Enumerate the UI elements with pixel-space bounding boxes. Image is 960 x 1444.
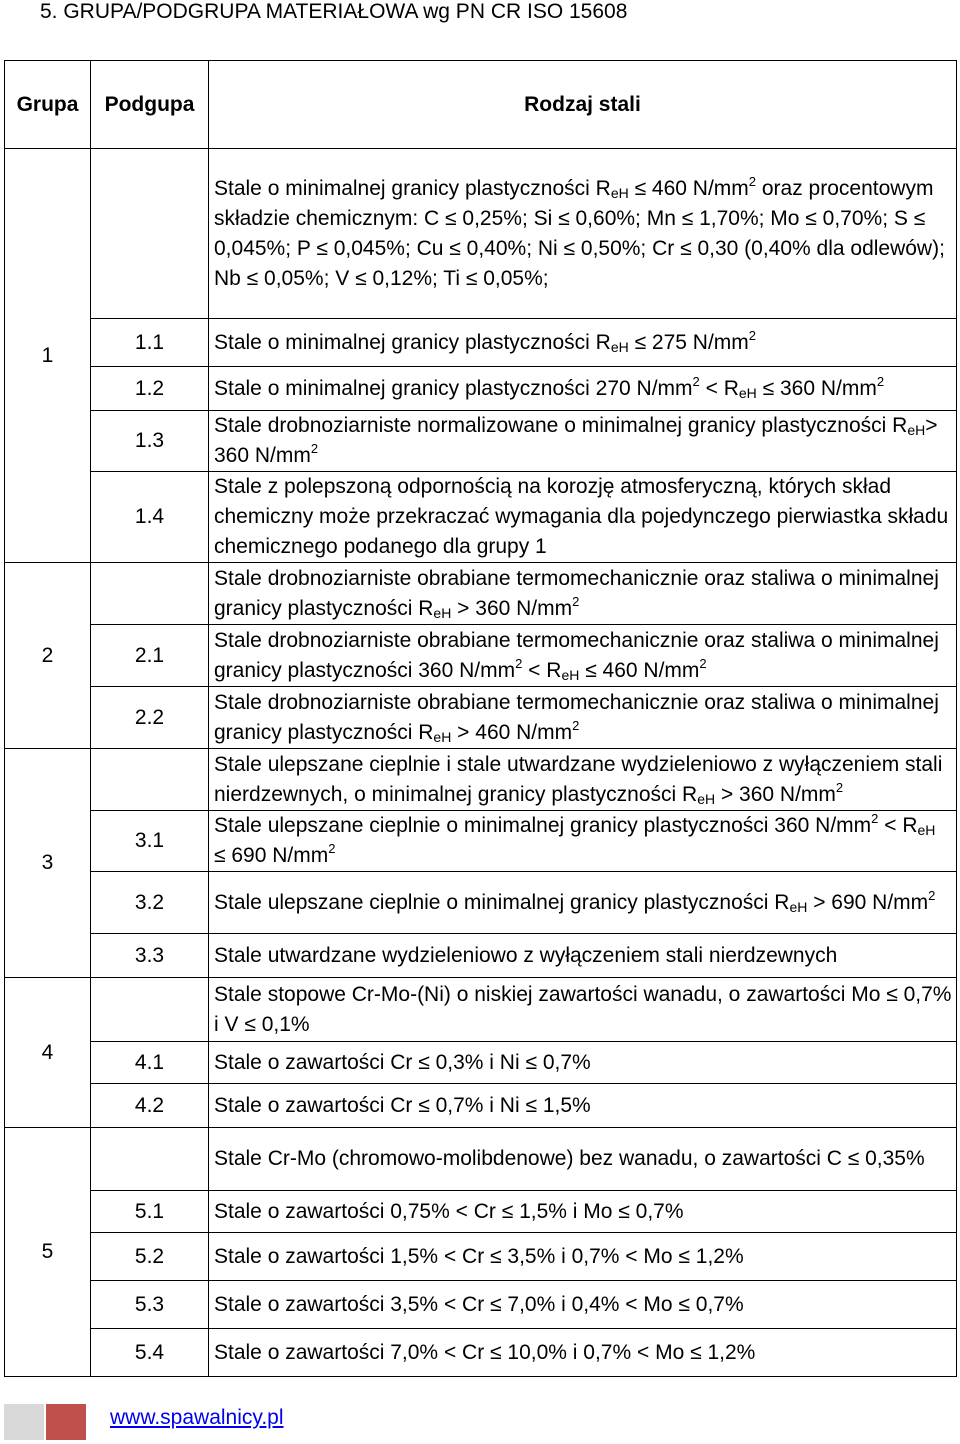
- description-text: ≤ 360 N/mm: [756, 376, 877, 400]
- description-text: oraz procentowym składzie chemicznym: C ≤ 0,25%; Si ≤ 0,60%; Mn ≤ 1,70%; Mo ≤ 0,70%; S ≤ 0,045%; P ≤ 0,045%; Cu ≤ 0,40%; Ni ≤ 0,50%; Cr ≤ 0,30 (0,40% dla odlewów); Nb ≤ 0,05%; V ≤ 0,12%; Ti ≤ 0,05%;: [214, 176, 945, 290]
- superscript: 2: [876, 373, 885, 389]
- website-link[interactable]: www.spawalnicy.pl: [110, 1406, 284, 1429]
- description-text: Stale stopowe Cr-Mo-(Ni) o niskiej zawartości wanadu, o zawartości Mo ≤ 0,7% i V ≤ 0,1%: [214, 982, 952, 1036]
- description-text: Stale drobnoziarniste obrabiane termomechanicznie oraz staliwa o minimalnej granicy plastyczności R: [214, 690, 939, 744]
- description-text: ≤ 460 N/mm: [628, 176, 749, 200]
- superscript: 2: [699, 655, 707, 671]
- subgroup-cell: [91, 749, 209, 811]
- table-row: [5, 149, 957, 319]
- steel-description-cell: [209, 811, 957, 872]
- superscript: 2: [572, 593, 580, 609]
- table-row: [5, 811, 957, 872]
- description-text: Stale z polepszoną odpornością na korozję atmosferyczną, których skład chemiczny może przekraczać wymagania dla pojedynczego pierwiastka składu chemicznego podanego dla grupy 1: [214, 475, 949, 558]
- subscript: eH: [738, 384, 757, 401]
- subgroup-cell: 1.3: [91, 411, 209, 472]
- steel-description-cell: [209, 563, 957, 625]
- group-cell: 4: [5, 978, 91, 1128]
- table-row: [5, 934, 957, 978]
- steel-description-cell: [209, 411, 957, 472]
- subgroup-cell: 5.3: [91, 1281, 209, 1329]
- subgroup-cell: [91, 1128, 209, 1191]
- description-text: Stale o zawartości Cr ≤ 0,7% i Ni ≤ 1,5%: [214, 1093, 591, 1117]
- steel-description-cell: [209, 934, 957, 978]
- table-row: [5, 1128, 957, 1191]
- header-subgroup: Podgupa: [91, 61, 209, 149]
- superscript: 2: [748, 173, 757, 189]
- superscript: 2: [748, 327, 757, 343]
- description-text: Stale drobnoziarniste normalizowane o minimalnej granicy plastyczności R: [214, 414, 908, 437]
- steel-description-cell: [209, 749, 957, 811]
- footer-gray-block: [4, 1404, 44, 1440]
- steel-description-cell: [209, 1281, 957, 1329]
- footer-logo-blocks: [4, 1404, 89, 1440]
- group-cell: 2: [5, 563, 91, 749]
- subgroup-cell: 3.3: [91, 934, 209, 978]
- subgroup-cell: 2.2: [91, 687, 209, 749]
- table-row: [5, 978, 957, 1042]
- group-cell: 1: [5, 149, 91, 563]
- table-row: [5, 472, 957, 563]
- description-text: Stale ulepszane cieplnie o minimalnej granicy plastyczności R: [214, 890, 790, 914]
- steel-description-cell: [209, 1233, 957, 1281]
- description-text: Stale o minimalnej granicy plastyczności 270 N/mm: [214, 376, 693, 400]
- table-row: [5, 872, 957, 934]
- superscript: 2: [692, 373, 700, 389]
- description-text: > 360 N/mm: [451, 596, 573, 620]
- subgroup-cell: 5.1: [91, 1191, 209, 1233]
- steel-description-cell: [209, 1084, 957, 1128]
- subscript: eH: [610, 184, 629, 201]
- steel-description-cell: [209, 625, 957, 687]
- superscript: 2: [835, 779, 844, 795]
- subgroup-cell: 5.2: [91, 1233, 209, 1281]
- subscript: eH: [610, 338, 629, 355]
- subgroup-cell: [91, 149, 209, 319]
- description-text: Stale Cr-Mo (chromowo-molibdenowe) bez wanadu, o zawartości C ≤ 0,35%: [214, 1147, 925, 1170]
- table-row: [5, 1191, 957, 1233]
- subgroup-cell: 3.1: [91, 811, 209, 872]
- subscript: eH: [561, 666, 580, 683]
- subgroup-cell: [91, 563, 209, 625]
- description-text: < R: [699, 376, 739, 400]
- superscript: 2: [515, 655, 523, 671]
- steel-description-cell: [209, 1128, 957, 1191]
- description-text: > 360 N/mm: [214, 414, 938, 467]
- table-row: [5, 1329, 957, 1377]
- group-cell: 5: [5, 1128, 91, 1377]
- subgroup-cell: 1.2: [91, 367, 209, 411]
- description-text: Stale drobnoziarniste obrabiane termomechanicznie oraz staliwa o minimalnej granicy plastyczności R: [214, 566, 939, 620]
- description-text: Stale o zawartości 7,0% < Cr ≤ 10,0% i 0,7% < Mo ≤ 1,2%: [214, 1340, 756, 1364]
- table-row: [5, 687, 957, 749]
- subgroup-cell: 5.4: [91, 1329, 209, 1377]
- steel-description-cell: [209, 1329, 957, 1377]
- description-text: > 690 N/mm: [807, 890, 929, 914]
- subgroup-cell: 3.2: [91, 872, 209, 934]
- subgroup-cell: 4.1: [91, 1042, 209, 1084]
- subgroup-cell: 1.4: [91, 472, 209, 563]
- description-text: Stale o minimalnej granicy plastyczności R: [214, 176, 611, 200]
- table-row: [5, 319, 957, 367]
- table-row: [5, 1281, 957, 1329]
- table-row: [5, 1084, 957, 1128]
- steel-description-cell: [209, 687, 957, 749]
- subgroup-cell: 4.2: [91, 1084, 209, 1128]
- superscript: 2: [871, 811, 879, 826]
- superscript: 2: [572, 717, 580, 733]
- steel-description-cell: [209, 472, 957, 563]
- description-text: Stale o zawartości 1,5% < Cr ≤ 3,5% i 0,7% < Mo ≤ 1,2%: [214, 1244, 744, 1268]
- description-text: Stale utwardzane wydzieleniowo z wyłączeniem stali nierdzewnych: [214, 943, 838, 967]
- description-text: Stale o zawartości Cr ≤ 0,3% i Ni ≤ 0,7%: [214, 1050, 591, 1074]
- header-steel-kind: Rodzaj stali: [209, 61, 957, 149]
- description-text: Stale o zawartości 3,5% < Cr ≤ 7,0% i 0,4% < Mo ≤ 0,7%: [214, 1292, 744, 1316]
- subscript: eH: [433, 604, 452, 621]
- section-heading: 5. GRUPA/PODGRUPA MATERIAŁOWA wg PN CR ISO 15608: [40, 0, 628, 23]
- description-text: < R: [878, 814, 918, 837]
- subscript: eH: [907, 422, 926, 438]
- steel-description-cell: [209, 978, 957, 1042]
- description-text: Stale o minimalnej granicy plastyczności R: [214, 330, 611, 354]
- description-text: ≤ 690 N/mm: [214, 844, 329, 867]
- description-text: ≤ 275 N/mm: [628, 330, 749, 354]
- steel-description-cell: [209, 367, 957, 411]
- description-text: ≤ 460 N/mm: [579, 658, 700, 682]
- steel-description-cell: [209, 1042, 957, 1084]
- header-group: Grupa: [5, 61, 91, 149]
- subscript: eH: [789, 898, 808, 915]
- header-row: [5, 61, 957, 149]
- subscript: eH: [433, 728, 452, 745]
- table-row: [5, 625, 957, 687]
- subgroup-cell: [91, 978, 209, 1042]
- steel-description-cell: [209, 872, 957, 934]
- superscript: 2: [328, 841, 336, 856]
- description-text: Stale drobnoziarniste obrabiane termomechanicznie oraz staliwa o minimalnej granicy plastyczności 360 N/mm: [214, 628, 939, 682]
- table-row: [5, 367, 957, 411]
- description-text: > 360 N/mm: [715, 782, 836, 806]
- group-cell: 3: [5, 749, 91, 978]
- subscript: eH: [917, 822, 936, 838]
- footer-red-block: [46, 1404, 86, 1440]
- table-row: [5, 1233, 957, 1281]
- table-row: [5, 749, 957, 811]
- description-text: Stale ulepszane cieplnie o minimalnej granicy plastyczności 360 N/mm: [214, 814, 872, 837]
- superscript: 2: [928, 887, 936, 903]
- subscript: eH: [697, 790, 716, 807]
- description-text: Stale o zawartości 0,75% < Cr ≤ 1,5% i Mo ≤ 0,7%: [214, 1199, 684, 1223]
- steel-description-cell: [209, 319, 957, 367]
- table-row: [5, 411, 957, 472]
- subgroup-cell: 1.1: [91, 319, 209, 367]
- subgroup-cell: 2.1: [91, 625, 209, 687]
- table-row: [5, 563, 957, 625]
- superscript: 2: [310, 441, 319, 456]
- table-row: [5, 1042, 957, 1084]
- table-body: [5, 149, 957, 1377]
- steel-description-cell: [209, 1191, 957, 1233]
- description-text: > 460 N/mm: [451, 720, 573, 744]
- description-text: Stale ulepszane cieplnie i stale utwardzane wydzieleniowo z wyłączeniem stali nierdzewnych, o minimalnej granicy plastyczności R: [214, 752, 943, 806]
- steel-description-cell: [209, 149, 957, 319]
- description-text: < R: [522, 658, 562, 682]
- material-group-table: [4, 60, 957, 1377]
